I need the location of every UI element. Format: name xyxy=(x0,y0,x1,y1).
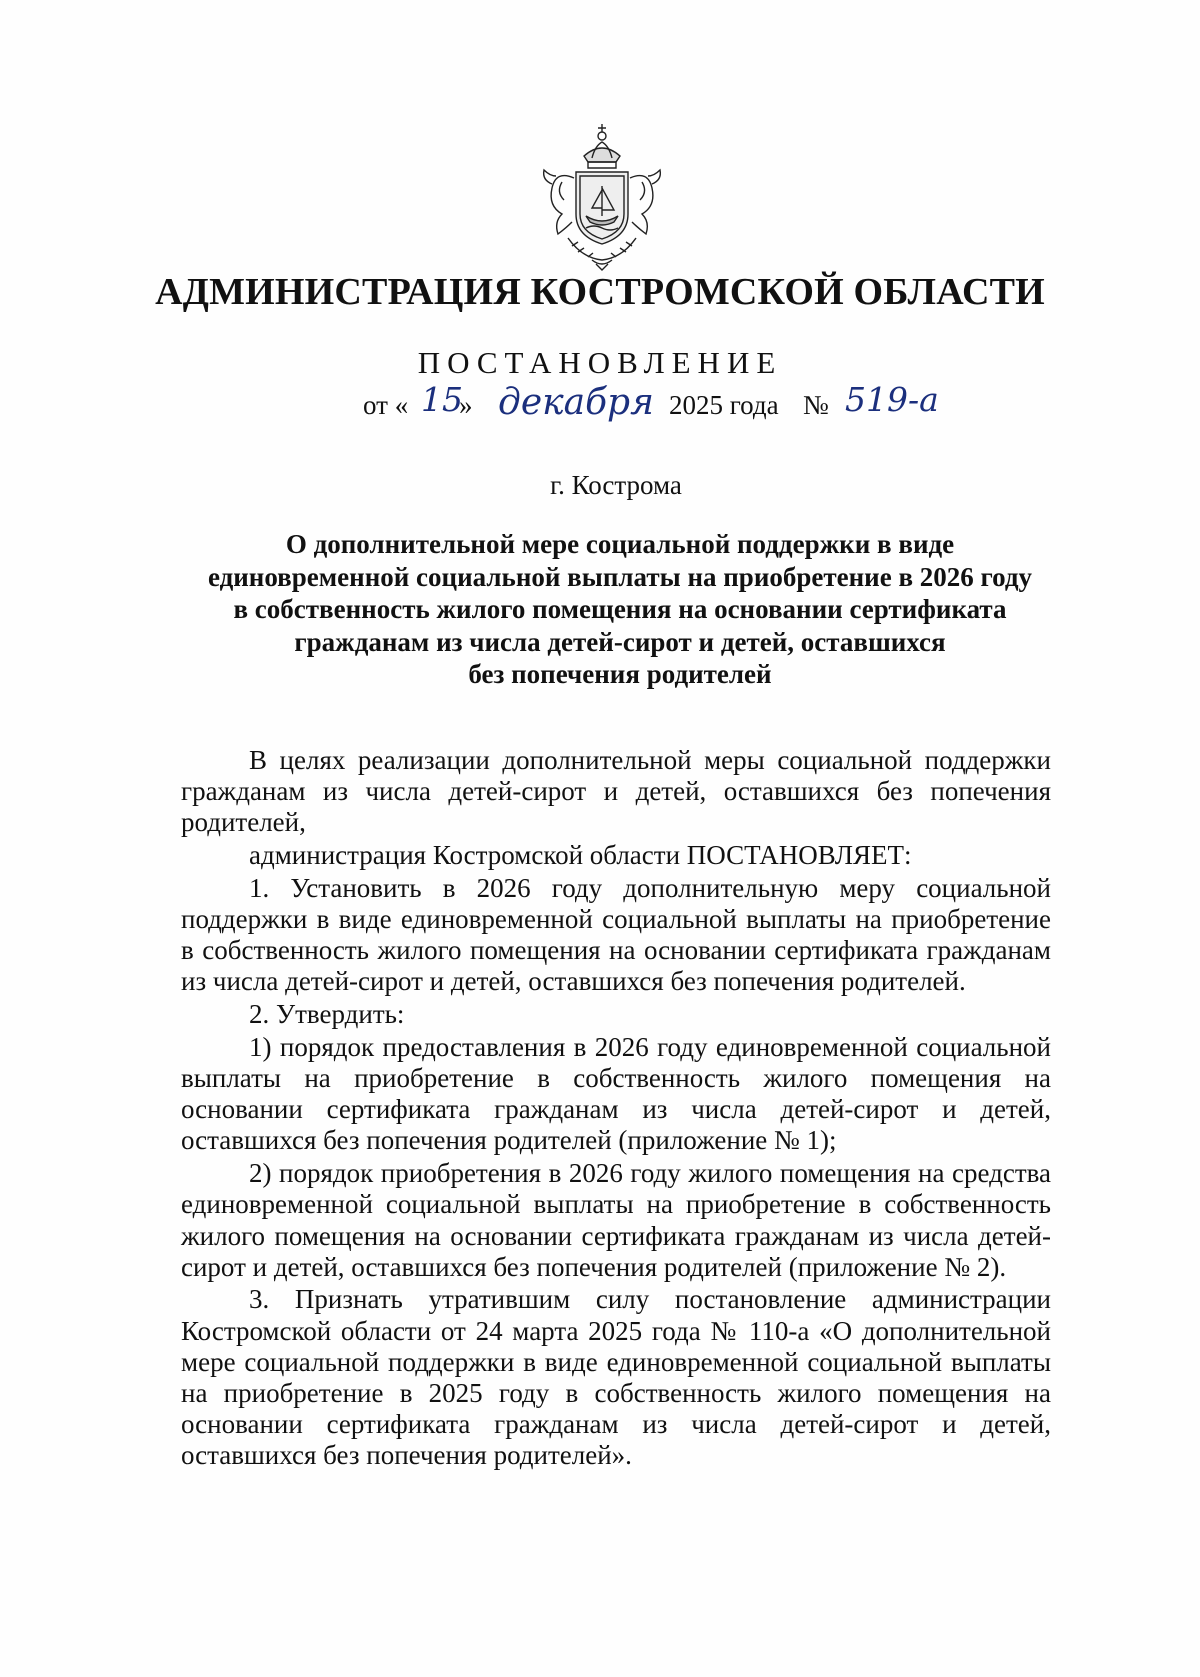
title-line: О дополнительной мере социальной поддержки в виде xyxy=(285,529,955,559)
organization-name: АДМИНИСТРАЦИЯ КОСТРОМСКОЙ ОБЛАСТИ xyxy=(155,271,1045,313)
handwritten-day: 15 xyxy=(421,380,463,419)
handwritten-month: декабря xyxy=(498,382,654,423)
clause-1: 1. Установить в 2026 году дополнительную меру социальной поддержки в виде единовременной социальной выплаты на приобретение в собственность жилого помещения на основании сертификата гражданам из числа детей-сирот и детей, оставшихся без попечения родителей. xyxy=(181,872,1051,997)
clause-2-item-2: 2) порядок приобретения в 2026 году жилого помещения на средства единовременной социальной выплаты на приобретение в собственность жилого помещения на основании сертификата гражданам из числа детей-сирот и детей, оставшихся без попечения родителей (приложение № 2). xyxy=(181,1158,1051,1282)
date-year: 2025 года xyxy=(669,390,779,420)
title-line: единовременной социальной выплаты на приобретение в 2026 году xyxy=(207,561,1033,592)
document-body xyxy=(181,745,1051,1472)
preamble-paragraph: В целях реализации дополнительной меры социальной поддержки гражданам из числа детей-сирот и детей, оставшихся без попечения родителей, xyxy=(181,745,1051,838)
number-sign: № xyxy=(803,390,829,420)
date-prefix: от « xyxy=(363,390,409,420)
coat-of-arms-icon xyxy=(532,118,672,272)
clause-2: 2. Утвердить: xyxy=(249,999,405,1030)
clause-2-item-1: 1) порядок предоставления в 2026 году единовременной социальной выплаты на приобретение в собственность жилого помещения на основании сертификата гражданам из числа детей-сирот и детей, оставшихся без попечения родителей (приложение № 1); xyxy=(181,1031,1051,1156)
title-line: без попечения родителей xyxy=(468,659,772,689)
document-title xyxy=(170,528,1070,691)
date-number-line xyxy=(363,380,1023,456)
title-line: в собственность жилого помещения на основании сертификата xyxy=(233,594,1007,624)
city-label: г. Кострома xyxy=(550,470,682,500)
resolution-paragraph: администрация Костромской области ПОСТАНОВЛЯЕТ: xyxy=(249,840,912,871)
handwritten-number: 519-а xyxy=(845,380,939,419)
date-day-close: » xyxy=(459,390,473,420)
title-line: гражданам из числа детей-сирот и детей, оставшихся xyxy=(294,626,946,657)
document-type: ПОСТАНОВЛЕНИЕ xyxy=(417,345,783,380)
clause-3: 3. Признать утратившим силу постановление администрации Костромской области от 24 марта 2025 года № 110-а «О дополнительной мере социальной поддержки в виде единовременной социальной выплаты на приобретение в 2025 году в собственность жилого помещения на основании сертификата гражданам из числа детей-сирот и детей, оставшихся без попечения родителей». xyxy=(181,1284,1051,1471)
